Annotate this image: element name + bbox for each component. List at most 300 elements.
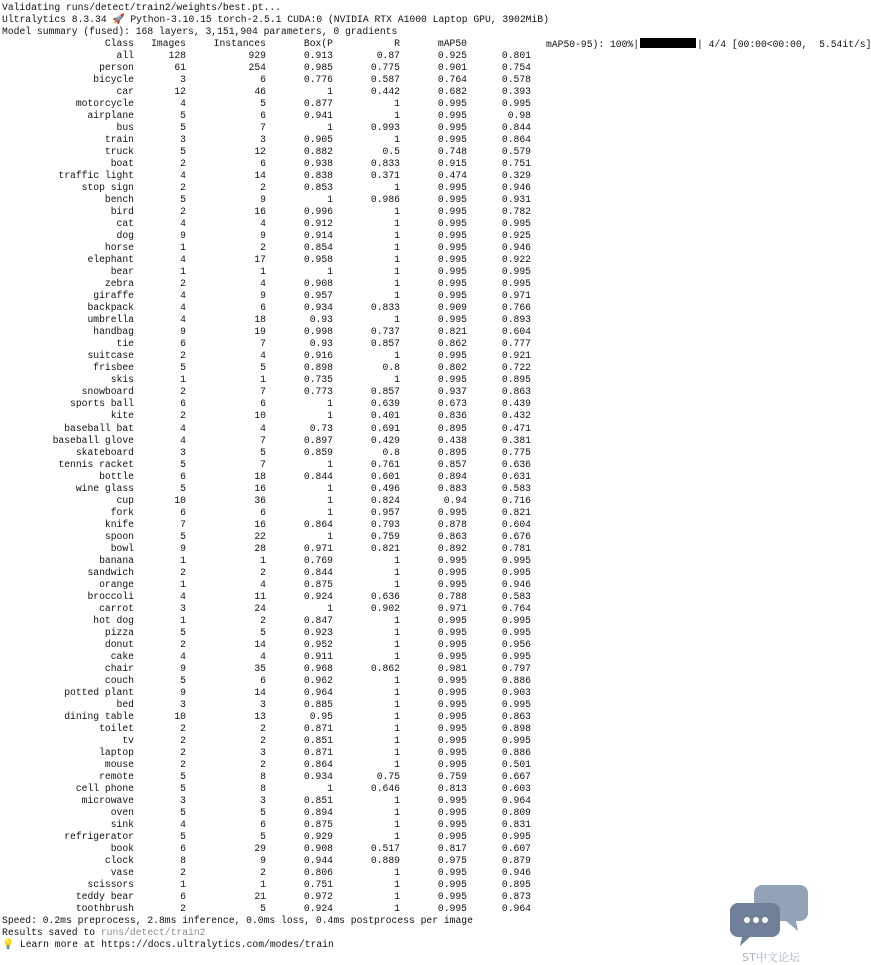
cell-box-p: 0.93 (309, 314, 333, 326)
cell-instances: 6 (260, 302, 266, 314)
cell-box-p: 1 (327, 458, 333, 470)
cell-box-p: 0.864 (303, 758, 333, 770)
cell-box-p: 0.73 (309, 422, 333, 434)
cell-class: handbag (93, 326, 134, 338)
cell-box-p: 0.844 (303, 470, 333, 482)
cell-images: 2 (180, 350, 186, 362)
cell-class: laptop (99, 746, 134, 758)
cell-map50: 0.995 (437, 650, 467, 662)
cell-map50-95: 0.797 (501, 662, 531, 674)
table-row (2, 723, 818, 735)
table-row (2, 843, 818, 855)
cell-class: bowl (110, 542, 134, 554)
cell-box-p: 0.871 (303, 722, 333, 734)
cell-images: 5 (180, 782, 186, 794)
cell-map50-95: 0.716 (501, 494, 531, 506)
cell-map50: 0.995 (437, 626, 467, 638)
cell-class: motorcycle (75, 98, 134, 110)
cell-r: 1 (394, 891, 400, 903)
cell-r: 1 (394, 578, 400, 590)
cell-r: 0.442 (370, 86, 400, 98)
cell-r: 0.691 (370, 422, 400, 434)
cell-class: tv (122, 734, 134, 746)
cell-class: scissors (87, 879, 134, 891)
cell-instances: 19 (254, 326, 266, 338)
cell-class: sports ball (70, 398, 134, 410)
cell-images: 2 (180, 722, 186, 734)
cell-class: dining table (64, 710, 134, 722)
cell-instances: 7 (260, 122, 266, 134)
cell-images: 5 (180, 458, 186, 470)
cell-instances: 14 (254, 638, 266, 650)
cell-class: banana (99, 554, 134, 566)
cell-box-p: 0.851 (303, 794, 333, 806)
cell-map50-95: 0.604 (501, 518, 531, 530)
cell-r: 0.401 (370, 410, 400, 422)
cell-map50: 0.995 (437, 350, 467, 362)
cell-instances: 929 (248, 50, 266, 62)
cell-box-p: 0.971 (303, 542, 333, 554)
cell-r: 0.993 (370, 122, 400, 134)
cell-map50-95: 0.603 (501, 782, 531, 794)
cell-class: dog (116, 230, 134, 242)
cell-map50-95: 0.964 (501, 903, 531, 915)
table-row (2, 206, 818, 218)
cell-class: book (110, 843, 134, 855)
chat-bubbles-icon (732, 881, 810, 953)
cell-map50-95: 0.751 (501, 158, 531, 170)
cell-map50-95: 0.782 (501, 206, 531, 218)
cell-r: 1 (394, 807, 400, 818)
cell-instances: 18 (254, 314, 266, 326)
table-row (2, 651, 818, 663)
cell-map50-95: 0.995 (501, 266, 531, 278)
cell-r: 0.639 (370, 398, 400, 410)
cell-r: 0.371 (370, 170, 400, 182)
cell-map50-95: 0.995 (501, 566, 531, 578)
cell-map50-95: 0.766 (501, 302, 531, 314)
table-row (2, 567, 818, 579)
cell-images: 4 (180, 302, 186, 314)
table-header (2, 38, 871, 50)
cell-map50-95: 0.886 (501, 674, 531, 686)
cell-class: oven (110, 807, 134, 818)
cell-box-p: 0.916 (303, 350, 333, 362)
cell-instances: 9 (260, 290, 266, 302)
cell-images: 4 (180, 218, 186, 230)
cell-images: 4 (180, 422, 186, 434)
cell-map50: 0.995 (437, 194, 467, 206)
cell-r: 1 (394, 758, 400, 770)
cell-box-p: 0.875 (303, 578, 333, 590)
table-row (2, 519, 818, 531)
cell-instances: 2 (260, 734, 266, 746)
cell-instances: 8 (260, 770, 266, 782)
cell-box-p: 0.929 (303, 831, 333, 843)
cell-r: 0.986 (370, 194, 400, 206)
table-row (2, 675, 818, 687)
cell-images: 3 (180, 602, 186, 614)
cell-box-p: 0.913 (303, 50, 333, 62)
cell-instances: 13 (254, 710, 266, 722)
cell-class: baseball bat (64, 422, 134, 434)
cell-box-p: 0.875 (303, 819, 333, 831)
cell-box-p: 0.972 (303, 891, 333, 903)
cell-instances: 16 (254, 206, 266, 218)
table-row (2, 410, 818, 422)
cell-images: 5 (180, 674, 186, 686)
cell-map50: 0.788 (437, 590, 467, 602)
table-row (2, 110, 818, 122)
cell-box-p: 0.871 (303, 746, 333, 758)
cell-r: 0.833 (370, 158, 400, 170)
header-map50-95: mAP50-95): 100%| (546, 39, 640, 50)
table-row (2, 831, 818, 843)
cell-instances: 6 (260, 110, 266, 122)
cell-map50: 0.995 (437, 891, 467, 903)
cell-map50: 0.895 (437, 422, 467, 434)
cell-map50-95: 0.946 (501, 578, 531, 590)
cell-map50: 0.995 (437, 278, 467, 290)
cell-map50: 0.995 (437, 807, 467, 818)
cell-map50-95: 0.995 (501, 734, 531, 746)
cell-map50: 0.995 (437, 134, 467, 146)
cell-class: boat (110, 158, 134, 170)
cell-box-p: 0.958 (303, 254, 333, 266)
cell-box-p: 0.864 (303, 518, 333, 530)
cell-images: 2 (180, 746, 186, 758)
table-row (2, 374, 818, 386)
cell-map50: 0.995 (437, 122, 467, 134)
cell-class: orange (99, 578, 134, 590)
cell-images: 2 (180, 867, 186, 879)
cell-images: 6 (180, 891, 186, 903)
cell-map50-95: 0.676 (501, 530, 531, 542)
cell-map50: 0.901 (437, 62, 467, 74)
cell-box-p: 1 (327, 410, 333, 422)
cell-instances: 16 (254, 482, 266, 494)
cell-class: fork (110, 506, 134, 518)
metrics-table-body (2, 50, 818, 915)
cell-map50-95: 0.777 (501, 338, 531, 350)
cell-map50-95: 0.381 (501, 434, 531, 446)
cell-box-p: 0.905 (303, 134, 333, 146)
cell-class: microwave (81, 794, 134, 806)
cell-class: teddy bear (75, 891, 134, 903)
cell-map50: 0.895 (437, 446, 467, 458)
cell-images: 2 (180, 206, 186, 218)
results-prefix: Results saved to (2, 927, 101, 939)
cell-instances: 22 (254, 530, 266, 542)
cell-images: 3 (180, 698, 186, 710)
cell-images: 6 (180, 470, 186, 482)
cell-map50: 0.995 (437, 903, 467, 915)
table-row (2, 807, 818, 819)
cell-box-p: 1 (327, 266, 333, 278)
cell-map50-95: 0.636 (501, 458, 531, 470)
table-row (2, 146, 818, 158)
cell-box-p: 0.806 (303, 867, 333, 879)
cell-images: 1 (180, 242, 186, 254)
cell-map50-95: 0.903 (501, 686, 531, 698)
cell-images: 2 (180, 278, 186, 290)
cell-images: 8 (180, 855, 186, 867)
cell-box-p: 0.93 (309, 338, 333, 350)
cell-box-p: 1 (327, 494, 333, 506)
table-row (2, 62, 818, 74)
cell-map50-95: 0.956 (501, 638, 531, 650)
cell-box-p: 0.844 (303, 566, 333, 578)
cell-map50: 0.995 (437, 266, 467, 278)
cell-map50-95: 0.995 (501, 218, 531, 230)
table-row (2, 98, 818, 110)
cell-box-p: 0.968 (303, 662, 333, 674)
cell-images: 2 (180, 903, 186, 915)
cell-map50: 0.975 (437, 855, 467, 867)
cell-instances: 5 (260, 98, 266, 110)
cell-box-p: 1 (327, 530, 333, 542)
cell-images: 6 (180, 338, 186, 350)
table-row (2, 699, 818, 711)
cell-map50-95: 0.667 (501, 770, 531, 782)
cell-r: 1 (394, 722, 400, 734)
cell-instances: 4 (260, 218, 266, 230)
watermark-label: ST中文论坛 (742, 951, 800, 964)
cell-box-p: 0.882 (303, 146, 333, 158)
cell-map50: 0.892 (437, 542, 467, 554)
cell-map50: 0.995 (437, 578, 467, 590)
cell-map50-95: 0.873 (501, 891, 531, 903)
cell-instances: 36 (254, 494, 266, 506)
cell-r: 1 (394, 903, 400, 915)
cell-map50: 0.673 (437, 398, 467, 410)
learn-more-line: 💡 Learn more at https://docs.ultralytics.com/modes/train (2, 939, 334, 951)
cell-images: 9 (180, 230, 186, 242)
cell-class: traffic light (58, 170, 134, 182)
cell-map50-95: 0.801 (501, 50, 531, 62)
cell-map50-95: 0.925 (501, 230, 531, 242)
cell-class: skateboard (75, 446, 134, 458)
cell-map50: 0.995 (437, 206, 467, 218)
cell-instances: 4 (260, 350, 266, 362)
cell-instances: 4 (260, 422, 266, 434)
cell-instances: 6 (260, 158, 266, 170)
cell-images: 128 (168, 50, 186, 62)
cell-map50: 0.802 (437, 362, 467, 374)
cell-map50-95: 0.98 (507, 110, 531, 122)
cell-box-p: 0.924 (303, 590, 333, 602)
cell-map50: 0.474 (437, 170, 467, 182)
cell-instances: 9 (260, 230, 266, 242)
cell-box-p: 1 (327, 602, 333, 614)
cell-class: horse (104, 242, 134, 254)
cell-r: 0.636 (370, 590, 400, 602)
cell-map50-95: 0.879 (501, 855, 531, 867)
cell-map50: 0.995 (437, 314, 467, 326)
cell-map50: 0.813 (437, 782, 467, 794)
cell-map50-95: 0.995 (501, 278, 531, 290)
cell-map50-95: 0.439 (501, 398, 531, 410)
cell-r: 0.761 (370, 458, 400, 470)
cell-class: clock (104, 855, 134, 867)
cell-class: cat (116, 218, 134, 230)
cell-class: carrot (99, 602, 134, 614)
table-row (2, 242, 818, 254)
cell-map50: 0.995 (437, 290, 467, 302)
cell-class: elephant (87, 254, 134, 266)
table-row (2, 543, 818, 555)
table-row (2, 338, 818, 350)
cell-instances: 28 (254, 542, 266, 554)
cell-map50: 0.995 (437, 182, 467, 194)
cell-instances: 1 (260, 554, 266, 566)
cell-r: 1 (394, 686, 400, 698)
cell-images: 10 (174, 494, 186, 506)
cell-map50-95: 0.583 (501, 590, 531, 602)
cell-map50-95: 0.781 (501, 542, 531, 554)
cell-instances: 1 (260, 374, 266, 386)
table-row (2, 483, 818, 495)
cell-instances: 24 (254, 602, 266, 614)
cell-instances: 5 (260, 626, 266, 638)
cell-r: 0.8 (382, 362, 400, 374)
cell-map50: 0.915 (437, 158, 467, 170)
cell-class: kite (110, 410, 134, 422)
table-row (2, 555, 818, 567)
table-row (2, 134, 818, 146)
cell-images: 5 (180, 770, 186, 782)
header-r: R (394, 38, 400, 49)
cell-box-p: 0.769 (303, 554, 333, 566)
cell-instances: 11 (254, 590, 266, 602)
cell-map50: 0.995 (437, 242, 467, 254)
cell-images: 10 (174, 710, 186, 722)
cell-box-p: 0.847 (303, 614, 333, 626)
cell-images: 5 (180, 530, 186, 542)
cell-class: giraffe (93, 290, 134, 302)
cell-images: 5 (180, 146, 186, 158)
cell-r: 0.957 (370, 506, 400, 518)
cell-map50: 0.995 (437, 554, 467, 566)
cell-images: 4 (180, 434, 186, 446)
cell-r: 0.821 (370, 542, 400, 554)
cell-images: 1 (180, 374, 186, 386)
cell-map50-95: 0.393 (501, 86, 531, 98)
cell-class: sandwich (87, 566, 134, 578)
cell-class: backpack (87, 302, 134, 314)
cell-map50: 0.995 (437, 254, 467, 266)
cell-map50-95: 0.895 (501, 879, 531, 891)
cell-map50-95: 0.764 (501, 602, 531, 614)
table-row (2, 266, 818, 278)
cell-r: 0.759 (370, 530, 400, 542)
cell-r: 1 (394, 110, 400, 122)
cell-class: frisbee (93, 362, 134, 374)
cell-class: bottle (99, 470, 134, 482)
table-row (2, 687, 818, 699)
cell-map50: 0.995 (437, 98, 467, 110)
cell-map50-95: 0.946 (501, 867, 531, 879)
cell-r: 1 (394, 314, 400, 326)
cell-instances: 14 (254, 686, 266, 698)
cell-instances: 5 (260, 446, 266, 458)
cell-images: 2 (180, 566, 186, 578)
table-row (2, 819, 818, 831)
cell-map50: 0.862 (437, 338, 467, 350)
cell-images: 12 (174, 86, 186, 98)
table-row (2, 495, 818, 507)
cell-map50: 0.759 (437, 770, 467, 782)
cell-map50: 0.995 (437, 734, 467, 746)
cell-images: 1 (180, 879, 186, 891)
cell-box-p: 1 (327, 86, 333, 98)
cell-map50-95: 0.754 (501, 62, 531, 74)
cell-box-p: 0.908 (303, 843, 333, 855)
cell-map50-95: 0.722 (501, 362, 531, 374)
cell-class: truck (104, 146, 134, 158)
cell-r: 0.857 (370, 386, 400, 398)
cell-instances: 2 (260, 722, 266, 734)
cell-map50-95: 0.895 (501, 374, 531, 386)
cell-r: 1 (394, 831, 400, 843)
cell-class: wine glass (75, 482, 134, 494)
table-row (2, 747, 818, 759)
cell-map50-95: 0.995 (501, 831, 531, 843)
cell-map50: 0.995 (437, 879, 467, 891)
cell-instances: 2 (260, 242, 266, 254)
cell-instances: 12 (254, 146, 266, 158)
table-row (2, 254, 818, 266)
header-class: Class (104, 38, 134, 49)
cell-r: 1 (394, 230, 400, 242)
cell-instances: 7 (260, 386, 266, 398)
cell-class: cup (116, 494, 134, 506)
cell-r: 0.793 (370, 518, 400, 530)
cell-box-p: 1 (327, 782, 333, 794)
cell-map50: 0.748 (437, 146, 467, 158)
cell-class: pizza (104, 626, 134, 638)
cell-r: 0.429 (370, 434, 400, 446)
cell-class: cake (110, 650, 134, 662)
cell-map50-95: 0.432 (501, 410, 531, 422)
table-row (2, 423, 818, 435)
cell-instances: 3 (260, 746, 266, 758)
cell-r: 1 (394, 134, 400, 146)
cell-map50-95: 0.931 (501, 194, 531, 206)
cell-map50: 0.981 (437, 662, 467, 674)
cell-instances: 17 (254, 254, 266, 266)
cell-map50: 0.817 (437, 843, 467, 855)
table-row (2, 867, 818, 879)
cell-box-p: 0.853 (303, 182, 333, 194)
cell-images: 3 (180, 134, 186, 146)
table-row (2, 603, 818, 615)
cell-instances: 6 (260, 398, 266, 410)
header-box-p: Box(P (303, 38, 333, 49)
cell-map50: 0.857 (437, 458, 467, 470)
cell-box-p: 0.859 (303, 446, 333, 458)
table-row (2, 891, 818, 903)
cell-map50: 0.995 (437, 686, 467, 698)
cell-map50: 0.682 (437, 86, 467, 98)
cell-r: 0.75 (376, 770, 400, 782)
cell-r: 1 (394, 266, 400, 278)
cell-r: 1 (394, 794, 400, 806)
cell-r: 0.8 (382, 446, 400, 458)
cell-class: sink (110, 819, 134, 831)
cell-r: 1 (394, 374, 400, 386)
cell-map50-95: 0.604 (501, 326, 531, 338)
